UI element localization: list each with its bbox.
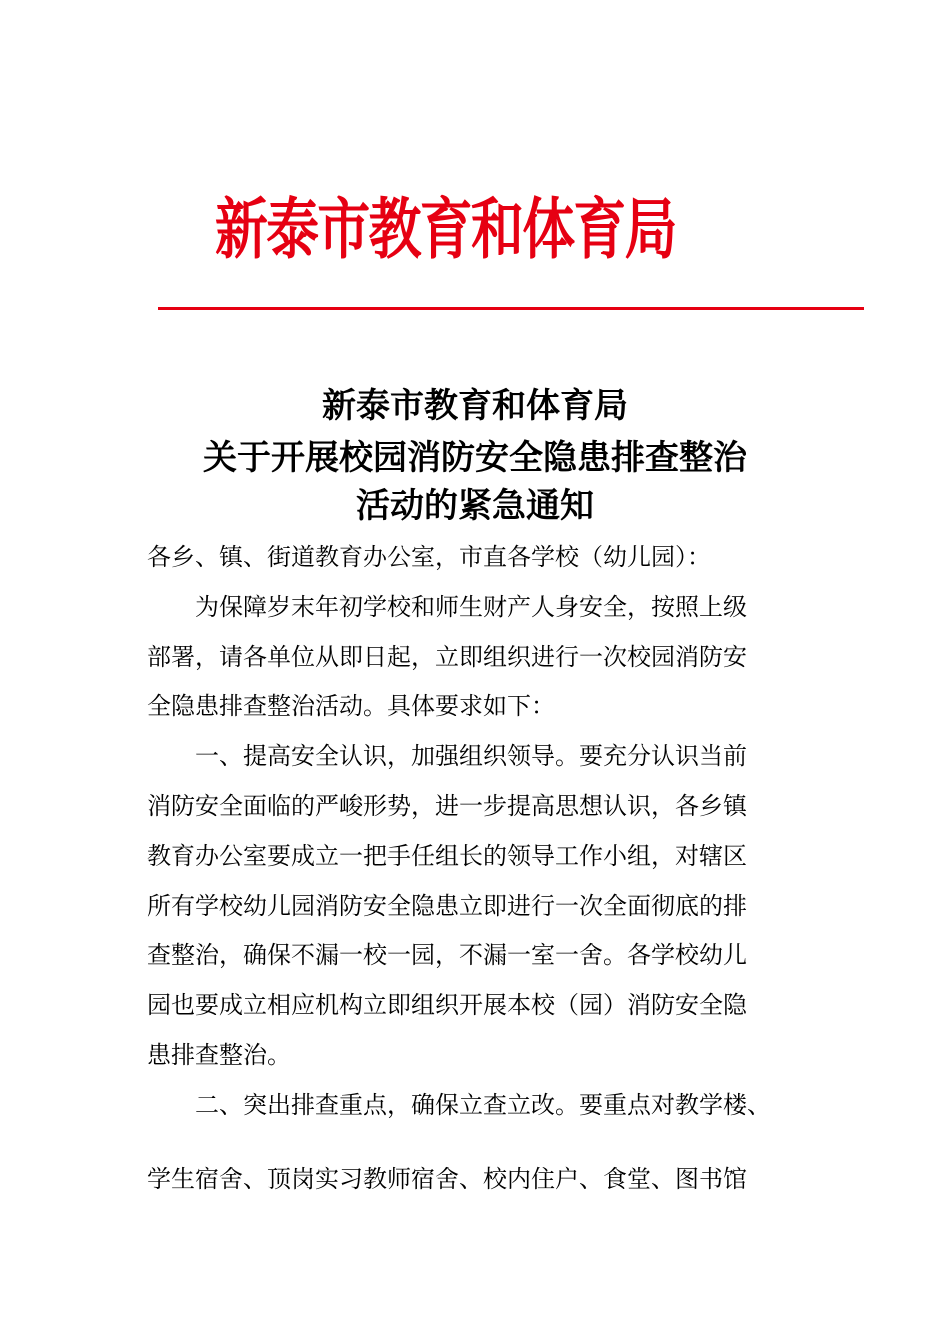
salutation: 各乡、镇、街道教育办公室，市直各学校（幼儿园）： xyxy=(147,543,711,571)
section-2-line: 学生宿舍、顶岗实习教师宿舍、校内住户、食堂、图书馆 xyxy=(147,1165,747,1193)
intro-line: 为保障岁末年初学校和师生财产人身安全，按照上级 xyxy=(195,593,747,621)
intro-line: 部署，请各单位从即日起，立即组织进行一次校园消防安 xyxy=(147,643,747,671)
section-1-line: 一、提高安全认识，加强组织领导。要充分认识当前 xyxy=(195,742,747,770)
section-1-line: 查整治，确保不漏一校一园，不漏一室一舍。各学校幼儿 xyxy=(147,941,747,969)
section-1-line: 教育办公室要成立一把手任组长的领导工作小组，对辖区 xyxy=(147,842,747,870)
document-title-line-1: 新泰市教育和体育局 xyxy=(322,386,628,426)
section-1-line: 消防安全面临的严峻形势，进一步提高思想认识，各乡镇 xyxy=(147,792,747,820)
section-2-line: 二、突出排查重点，确保立查立改。要重点对教学楼、 xyxy=(195,1091,771,1119)
section-1-line: 园也要成立相应机构立即组织开展本校（园）消防安全隐 xyxy=(147,991,747,1019)
document-title-line-3: 活动的紧急通知 xyxy=(356,486,594,526)
document-title-line-2: 关于开展校园消防安全隐患排查整治 xyxy=(203,438,747,478)
intro-line: 全隐患排查整治活动。具体要求如下： xyxy=(147,692,555,720)
masthead-title: 新泰市教育和体育局 xyxy=(215,191,676,268)
section-1-line: 所有学校幼儿园消防安全隐患立即进行一次全面彻底的排 xyxy=(147,892,747,920)
section-1-line: 患排查整治。 xyxy=(147,1041,291,1069)
masthead-red-rule xyxy=(158,307,864,310)
